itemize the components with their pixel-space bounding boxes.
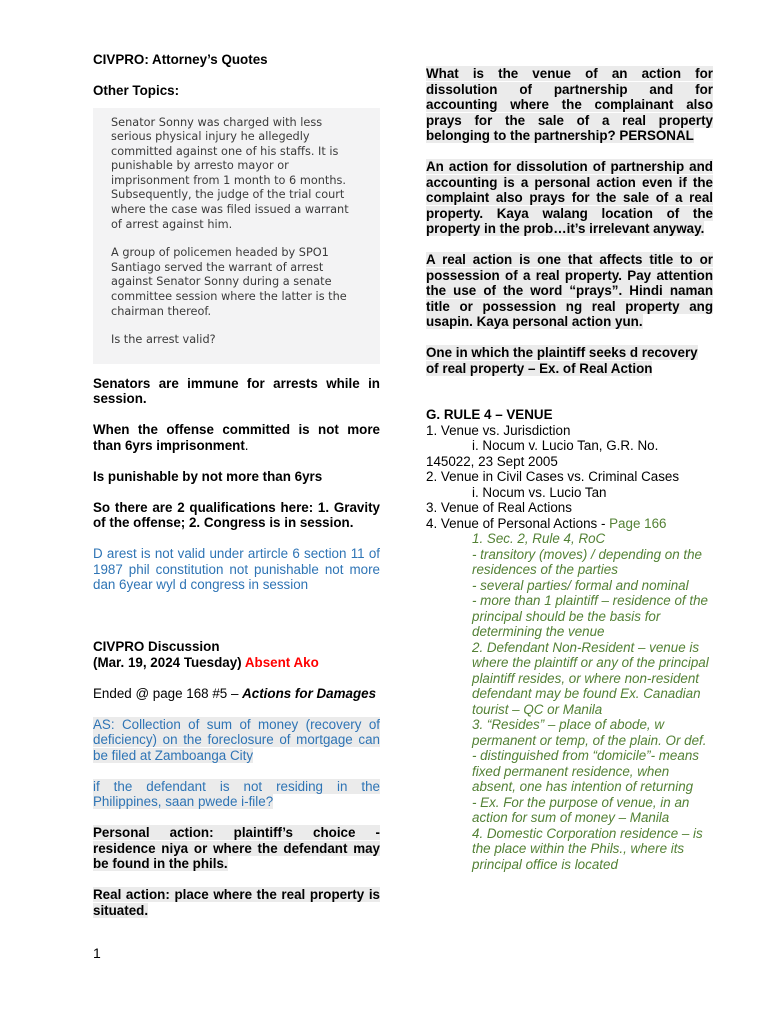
- answer-paragraph: [426, 159, 713, 237]
- quote-paragraph: A group of policemen headed by SPO1 Santiago served the warrant of arrest against Senator Sonny during a senate committee session where the latter is the chairman thereof.: [111, 246, 347, 318]
- outline-subitem: i. Nocum v. Lucio Tan, G.R. No.: [472, 438, 659, 453]
- right-column: [426, 66, 713, 872]
- outline-item: 145022, 23 Sept 2005: [426, 453, 558, 469]
- outline-text: 4. Venue of Personal Actions -: [426, 515, 610, 531]
- highlighted-text: Real action: place where the real property is situated.: [93, 887, 380, 918]
- highlighted-text: Personal action: plaintiff’s choice - residence niya or where the defendant may be found in the phils.: [93, 825, 380, 872]
- venue-note: - transitory (moves) / depending on the residences of the parties: [472, 546, 702, 577]
- note-paragraph: [93, 887, 380, 918]
- outline-item: [426, 516, 713, 532]
- venue-notes: [426, 531, 713, 872]
- ended-topic: Actions for Damages: [242, 685, 377, 701]
- discussion-date: [93, 655, 380, 671]
- page-number: 1: [93, 945, 101, 961]
- note-paragraph: Senators are immune for arrests while in session.: [93, 375, 380, 407]
- question-paragraph: [426, 66, 713, 144]
- note-text: .: [244, 437, 249, 453]
- venue-note: 2. Defendant Non-Resident – venue is where the plaintiff or any of the principal plaintiff resides, or where non-resident defendant may be found Ex. Canadian tourist – QC or Manila: [472, 639, 709, 717]
- page-reference: Page 166: [609, 515, 667, 531]
- venue-note: 1. Sec. 2, Rule 4, RoC: [472, 531, 606, 546]
- document-title: CIVPRO: Attorney’s Quotes: [93, 52, 268, 67]
- venue-note: - more than 1 plaintiff – residence of the principal should be the basis for determining the venue: [472, 593, 708, 639]
- rule-heading: G. RULE 4 – VENUE: [426, 407, 553, 422]
- note-paragraph: D arest is not valid under artircle 6 section 11 of 1987 phil constitution not punishable not more dan 6year wyl d congress in session: [93, 546, 380, 593]
- highlighted-text: if the defendant is not residing in the Philippines, saan pwede i-file?: [93, 778, 380, 810]
- venue-note: 4. Domestic Corporation residence – is the place within the Phils., where its principal office is located: [472, 825, 703, 872]
- ended-note: [93, 686, 380, 702]
- outline-item: 1. Venue vs. Jurisdiction: [426, 422, 571, 438]
- venue-note: 3. “Resides” – place of abode, w permanent or temp, of the plain. Or def.: [472, 717, 707, 748]
- answer-paragraph: [426, 345, 713, 376]
- ended-text: Ended @ page 168 #5 –: [93, 685, 243, 701]
- note-text: When the offense committed is not more than 6yrs imprisonment: [93, 422, 380, 453]
- note-paragraph: [93, 779, 380, 810]
- quote-image: [93, 108, 380, 364]
- outline-subitem: i. Nocum vs. Lucio Tan: [472, 484, 607, 500]
- note-paragraph: [93, 422, 380, 453]
- discussion-title: CIVPRO Discussion: [93, 639, 220, 655]
- note-paragraph: So there are 2 qualifications here: 1. Gravity of the offense; 2. Congress is in session.: [93, 499, 380, 531]
- highlighted-text: One in which the plaintiff seeks d recovery of real property – Ex. of Real Action: [426, 345, 698, 376]
- highlighted-text: AS: Collection of sum of money (recovery of deficiency) on the foreclosure of mortgage can be filed at Zamboanga City: [93, 716, 380, 763]
- date-text: (Mar. 19, 2024 Tuesday): [93, 654, 242, 670]
- quote-question: Is the arrest valid?: [111, 333, 216, 347]
- answer-paragraph: [426, 252, 713, 330]
- venue-note: - Ex. For the purpose of venue, in an action for sum of money – Manila: [472, 794, 690, 825]
- absent-label: Absent Ako: [244, 654, 319, 670]
- highlighted-text: What is the venue of an action for dissolution of partnership and for accounting where the complainant also prays for the sale of a real property belonging to the partnership? PERSONAL: [426, 66, 713, 143]
- highlighted-text: An action for dissolution of partnership and accounting is a personal action even if the complaint also prays for the sale of a real property. Kaya walang location of the property in the prob…it’s irrelevant anyway.: [426, 159, 713, 236]
- note-paragraph: Is punishable by not more than 6yrs: [93, 468, 323, 484]
- outline-item: 3. Venue of Real Actions: [426, 500, 572, 515]
- venue-note: - several parties/ formal and nominal: [472, 577, 689, 593]
- quote-paragraph: Senator Sonny was charged with less serious physical injury he allegedly committed against one of his staffs. It is punishable by arresto mayor or imprisonment from 1 month to 6 months. Subsequently, the judge of the trial court where the case was filed issued a warrant of arrest against him.: [111, 115, 349, 231]
- outline-item: 2. Venue in Civil Cases vs. Criminal Cases: [426, 469, 680, 484]
- left-column: [93, 52, 380, 918]
- venue-note: - distinguished from “domicile”- means fixed permanent residence, when absent, one has intention of returning: [472, 748, 699, 794]
- note-paragraph: [93, 717, 380, 764]
- other-topics-heading: Other Topics:: [93, 83, 180, 98]
- highlighted-text: A real action is one that affects title to or possession of a real property. Pay attention the use of the word “prays”. Hindi naman title or possession ng real property ang usapin. Kaya personal action yun.: [426, 252, 713, 329]
- note-paragraph: [93, 825, 380, 872]
